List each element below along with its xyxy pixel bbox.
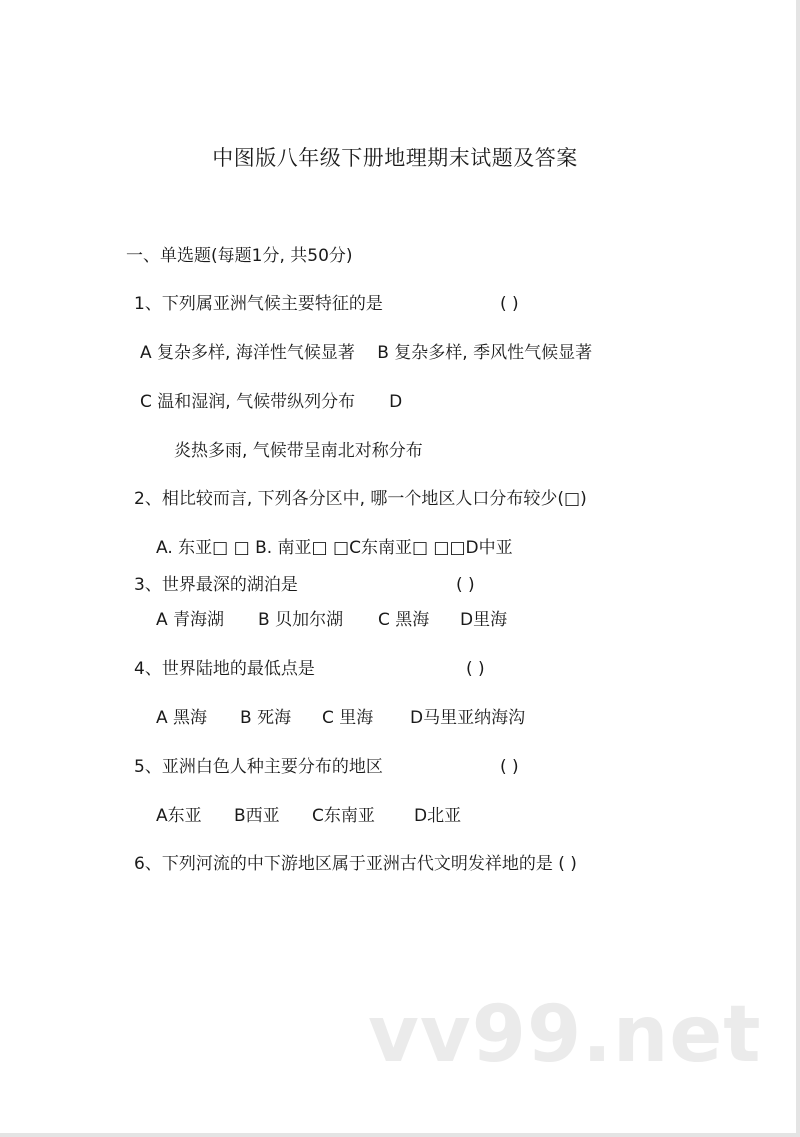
question-5-option-d: D北亚 xyxy=(414,806,462,826)
question-3-option-b: B 贝加尔湖 xyxy=(258,610,344,630)
question-1-options-line-3: 炎热多雨, 气候带呈南北对称分布 xyxy=(174,441,423,461)
question-4-option-a: A 黑海 xyxy=(156,708,208,728)
question-2-stem: 2、相比较而言, 下列各分区中, 哪一个地区人口分布较少(□) xyxy=(134,489,587,509)
question-3-option-d: D里海 xyxy=(460,610,508,630)
question-5-option-c: C东南亚 xyxy=(312,806,375,826)
question-3-answer-blank: ( ) xyxy=(456,575,475,595)
question-5-answer-blank: ( ) xyxy=(500,757,519,777)
question-1-options-line-2: C 温和湿润, 气候带纵列分布 D xyxy=(140,392,403,412)
page-edge-right xyxy=(796,0,800,1137)
question-3-option-c: C 黑海 xyxy=(378,610,430,630)
document-title: 中图版八年级下册地理期末试题及答案 xyxy=(212,146,578,170)
question-5-stem: 5、亚洲白色人种主要分布的地区 xyxy=(134,757,383,777)
question-3-option-a: A 青海湖 xyxy=(156,610,225,630)
question-1-stem: 1、下列属亚洲气候主要特征的是 xyxy=(134,294,383,314)
question-4-answer-blank: ( ) xyxy=(466,659,485,679)
question-5-option-b: B西亚 xyxy=(234,806,280,826)
question-4-option-d: D马里亚纳海沟 xyxy=(410,708,526,728)
question-4-option-b: B 死海 xyxy=(240,708,292,728)
question-1-options-line-1: A 复杂多样, 海洋性气候显著 B 复杂多样, 季风性气候显著 xyxy=(140,343,593,363)
question-3-stem: 3、世界最深的湖泊是 xyxy=(134,575,298,595)
question-5-option-a: A东亚 xyxy=(156,806,202,826)
question-4-option-c: C 里海 xyxy=(322,708,374,728)
question-4-stem: 4、世界陆地的最低点是 xyxy=(134,659,315,679)
question-1-answer-blank: ( ) xyxy=(500,294,519,314)
question-6-stem: 6、下列河流的中下游地区属于亚洲古代文明发祥地的是 ( ) xyxy=(134,854,577,874)
watermark-text: vv99.net xyxy=(368,990,762,1080)
section-heading: 一、单选题(每题1分, 共50分) xyxy=(126,246,353,266)
question-2-options-line: A. 东亚□ □ B. 南亚□ □C东南亚□ □□D中亚 xyxy=(156,538,513,558)
page-edge-bottom xyxy=(0,1133,800,1137)
